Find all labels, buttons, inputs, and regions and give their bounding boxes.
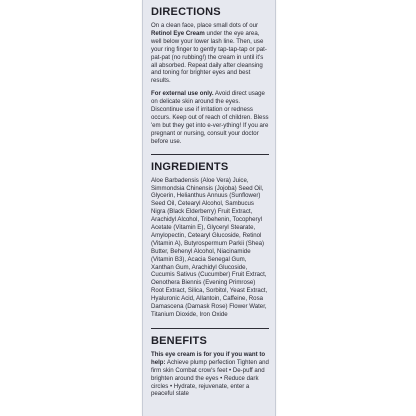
warning-paragraph: [151, 90, 269, 145]
directions-text-start: On a clean face, place small dots of our: [151, 22, 259, 29]
directions-paragraph: [151, 22, 269, 85]
ingredients-heading: INGREDIENTS: [151, 160, 229, 173]
benefits-text: Achieve plump perfection Tighten and firm skin Combat crow's feet • De-puff and brighten around the eyes • Reduce dark circles • Hydrate, rejuvenate, enter a peaceful state: [151, 358, 269, 398]
panel-content: [151, 6, 269, 416]
directions-text-rest: under the eye area, well below your lower lash line. Then, use your ring finger to gently tap-tap-tap or pat-pat-pat (no rubbing!) the cream in until it's all absorbed. Repeat daily after cleansing and toning for brighter eyes and best results.: [151, 29, 267, 85]
ingredients-list: Aloe Barbadensis (Aloe Vera) Juice, Simmondsia Chinensis (Jojoba) Seed Oil, Glycerin, Helianthus Annuus (Sunflower) Seed Oil, Cetearyl Alcohol, Sambucus Nigra (Black Elderberry) Fruit Extract, Arachidyl Alcohol, Tribehenin, Tocopheryl Acetate (Vitamin E), Glyceryl Stearate, Amylopectin, Cetearyl Glucoside, Retinol (Vitamin A), Butyrospermum Parkii (Shea) Butter, Behenyl Alcohol, Niacinamide (Vitamin B3), Acacia Senegal Gum, Xanthan Gum, Arachidyl Glucoside, Cucumis Sativus (Cucumber) Fruit Extract, Oenothera Biennis (Evening Primrose) Root Extract, Silica, Sorbitol, Yeast Extract, Hyaluronic Acid, Allantoin, Caffeine, Rosa Damascena (Damask Rose) Flower Water, Titanium Dioxide, Iron Oxide: [151, 176, 268, 318]
benefits-lead: This eye cream is for you if you want to help:: [151, 350, 266, 366]
warning-lead: For external use only.: [151, 90, 214, 98]
directions-heading: DIRECTIONS: [151, 6, 221, 18]
benefits-heading: BENEFITS: [151, 334, 207, 347]
benefits-paragraph: [151, 351, 269, 398]
product-panel: [142, 0, 276, 416]
warning-text: Avoid direct usage on delicate skin around the eyes. Discontinue use if irritation or redness occurs. Keep out of reach of children. Bless 'em but they get into e-ver-ything! If you are pregnant or nursing, consult your doctor before use.: [151, 90, 269, 145]
product-name: Retinol Eye Cream: [151, 29, 205, 37]
